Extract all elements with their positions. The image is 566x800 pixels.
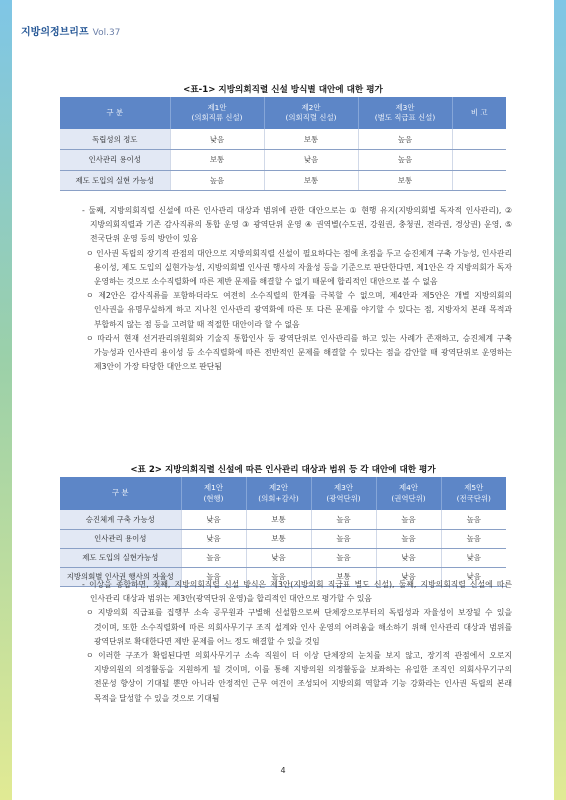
header-label: 구 분 — [106, 107, 124, 117]
row-label: 승진체계 구축 가능성 — [60, 510, 181, 529]
table1-header-cell — [264, 97, 358, 129]
table-cell: 낮음 — [376, 548, 441, 567]
header-label: 제3안 — [334, 483, 353, 493]
table-cell: 높음 — [376, 529, 441, 548]
row-label: 인사관리 용이성 — [60, 529, 181, 548]
right-edge-decoration — [554, 0, 566, 800]
table2-header-cell — [311, 477, 376, 510]
row-label: 제도 도입의 실현가능성 — [60, 548, 181, 567]
page-number: 4 — [280, 766, 286, 775]
header-sublabel: (광역단위) — [326, 493, 361, 503]
table-cell: 낮음 — [264, 150, 358, 171]
table-cell: 높음 — [311, 510, 376, 529]
table1-header-cell — [452, 97, 506, 129]
table1-header-cell — [170, 97, 264, 129]
table-cell: 낮음 — [441, 548, 506, 567]
table2-header-cell — [441, 477, 506, 510]
row-label: 인사관리 용이성 — [60, 150, 170, 171]
header-sublabel: (전국단위) — [456, 493, 491, 503]
left-edge-decoration — [0, 0, 12, 800]
table2-title: <표 2> 지방의회직렬 신설에 따른 인사관리 대상과 범위 등 각 대안에 대한 평가 — [130, 465, 436, 475]
table2-header-cell — [60, 477, 181, 510]
header-label: 제1안 — [207, 102, 227, 112]
table-cell: 높음 — [441, 510, 506, 529]
header-sublabel: (의회+감사) — [258, 493, 299, 503]
table1-header-row — [60, 97, 506, 129]
table-row — [60, 170, 506, 191]
table-cell — [452, 129, 506, 150]
table-cell: 높음 — [358, 129, 452, 150]
header-label: 제4안 — [399, 483, 418, 493]
table2-header-row — [60, 477, 506, 510]
table-cell: 낮음 — [441, 567, 506, 586]
table-cell: 높음 — [441, 529, 506, 548]
table-cell: 높음 — [181, 548, 246, 567]
table1-header-cell — [358, 97, 452, 129]
table-row — [60, 150, 506, 171]
table1-title: <표-1> 지방의회직렬 신설 방식별 대안에 대한 평가 — [183, 85, 383, 95]
table-row — [60, 510, 506, 529]
header-sublabel: (의회직렬 신설) — [285, 113, 337, 122]
table-cell: 보통 — [264, 170, 358, 191]
header-sublabel: (권역단위) — [391, 493, 426, 503]
table-cell: 높음 — [170, 170, 264, 191]
sub-bullet-paragraph: ㅇ 지방의회 직급표를 집행부 소속 공무원과 구별해 신설함으로써 단체장으로부터의 독립성과 자율성이 보장될 수 있을 것이며, 또한 소수직렬화에 따른 의회사무기구 조직 설계와 인사 운영의 어려움을 해소하기 위해 인사관리 대상과 범위를 광역단위로 확대한다면 제반 문제를 어느 정도 해결할 수 있을 것임 — [86, 608, 512, 646]
table-cell — [452, 170, 506, 191]
table-cell: 보통 — [246, 529, 311, 548]
sub-bullet-paragraph: ㅇ 제2안은 감사직류를 포함하더라도 여전히 소수직렬의 한계를 극복할 수 없으며, 제4안과 제5안은 개별 지방의회의 인사권을 유명무실하게 하고 지나친 인사관리 광역화에 따른 또 다른 문제를 야기할 수 있다는 점, 지방자치 본래 목적과 부합하지 않는 점 등을 고려할 때 적절한 대안이라 할 수 없음 — [86, 291, 512, 329]
dash-paragraph: - 이상을 종합하면, 첫째, 지방의회직렬 신설 방식은 제3안(지방의회 직급표 별도 신설), 둘째, 지방의회직렬 신설에 따른 인사관리 대상과 범위는 제3안(광역단위 운영)을 합리적인 대안으로 평가할 수 있음 — [82, 580, 512, 604]
paragraph-block-1 — [82, 204, 512, 374]
table2-header-cell — [181, 477, 246, 510]
table2-header-cell — [376, 477, 441, 510]
table-cell: 낮음 — [376, 567, 441, 586]
dash-paragraph: - 둘째, 지방의회직렬 신설에 따른 인사관리 대상과 범위에 관한 대안으로는 ① 현행 유지(지방의회별 독자적 인사관리), ② 지방의회직렬과 기존 감사직류의 통합 운영 ③ 광역단위 운영 ④ 권역별(수도권, 강원권, 충청권, 전라권, 경상권) 운영, ⑤ 전국단위 운영 등의 방안이 있음 — [82, 206, 512, 244]
table-cell: 높음 — [358, 150, 452, 171]
table-cell: 높음 — [246, 567, 311, 586]
table-cell: 높음 — [181, 567, 246, 586]
table2-header-cell — [246, 477, 311, 510]
table-cell — [452, 150, 506, 171]
sub-bullet-paragraph: ㅇ 인사권 독립의 장기적 관점의 대안으로 지방의회직렬 신설이 필요하다는 점에 초점을 두고 승진체계 구축 가능성, 인사관리 용이성, 제도 도입의 실현가능성, 지방의회별 인사권 행사의 자율성 등을 기준으로 판단한다면, 제1안은 각 지방의회가 독자 운영하는 것으로 소수직렬화에 따른 제반 문제를 해결할 수 없기 때문에 합리적인 대안으로 볼 수 없음 — [86, 248, 512, 287]
publication-title: 지방의정브리프 — [21, 27, 89, 38]
header-sublabel: (의회직류 신설) — [191, 113, 243, 122]
paragraph-block-2 — [82, 578, 512, 706]
table-cell: 낮음 — [181, 529, 246, 548]
table1-body — [60, 129, 506, 191]
table2 — [60, 477, 506, 587]
table-cell: 높음 — [311, 529, 376, 548]
running-header — [21, 23, 120, 38]
table-cell: 보통 — [311, 567, 376, 586]
row-label: 제도 도입의 실현 가능성 — [60, 170, 170, 191]
row-label: 독립성의 정도 — [60, 129, 170, 150]
header-label: 제5안 — [464, 483, 484, 493]
sub-bullet-paragraph: ㅇ 따라서 현재 선거관리위원회와 기술직 통합인사 등 광역단위로 인사관리를 하고 있는 사례가 존재하고, 승진체계 구축 가능성과 인사관리 용이성 등 소수직렬화에 따른 전반적인 문제를 해결할 수 있다는 점을 감안할 때 광역단위로 운영하는 제3안이 가장 타당한 대안으로 판단됨 — [86, 333, 512, 372]
table-cell: 낮음 — [181, 510, 246, 529]
header-sublabel: (현행) — [203, 493, 224, 503]
volume-label: Vol.37 — [92, 28, 121, 38]
header-label: 비 고 — [470, 107, 488, 117]
table-row — [60, 529, 506, 548]
header-label: 제2안 — [301, 102, 321, 112]
table-row — [60, 548, 506, 567]
header-label: 구 분 — [111, 488, 129, 498]
table-cell: 높음 — [311, 548, 376, 567]
row-label: 지방의회별 인사권 행사의 자율성 — [60, 567, 181, 586]
table-cell: 낮음 — [170, 129, 264, 150]
table-row — [60, 129, 506, 150]
table-cell: 보통 — [264, 129, 358, 150]
table-cell: 낮음 — [246, 548, 311, 567]
header-label: 제3안 — [395, 102, 415, 112]
header-label: 제2안 — [269, 483, 288, 493]
table-cell: 보통 — [358, 170, 452, 191]
table1 — [60, 97, 506, 191]
table-cell: 보통 — [246, 510, 311, 529]
table-cell: 보통 — [170, 150, 264, 171]
header-label: 제1안 — [204, 483, 223, 493]
header-sublabel: (별도 직급표 신설) — [374, 113, 436, 122]
table1-header-cell — [60, 97, 170, 129]
table2-body — [60, 510, 506, 586]
sub-bullet-paragraph: ㅇ 이러한 구조가 확립된다면 의회사무기구 소속 직원이 더 이상 단체장의 눈치를 보지 않고, 장기적 관점에서 오로지 지방의원의 의정활동을 지원하게 될 것이며, 이를 통해 지방의원 의정활동을 보좌하는 유일한 조직인 의회사무기구의 전문성 향상이 기대될 뿐만 아니라 안정적인 근무 여건이 조성되어 지방의회 역할과 기능 강화라는 인사권 독립의 본래 목적을 달성할 수 있을 것으로 기대됨 — [86, 651, 512, 703]
table-cell: 높음 — [376, 510, 441, 529]
